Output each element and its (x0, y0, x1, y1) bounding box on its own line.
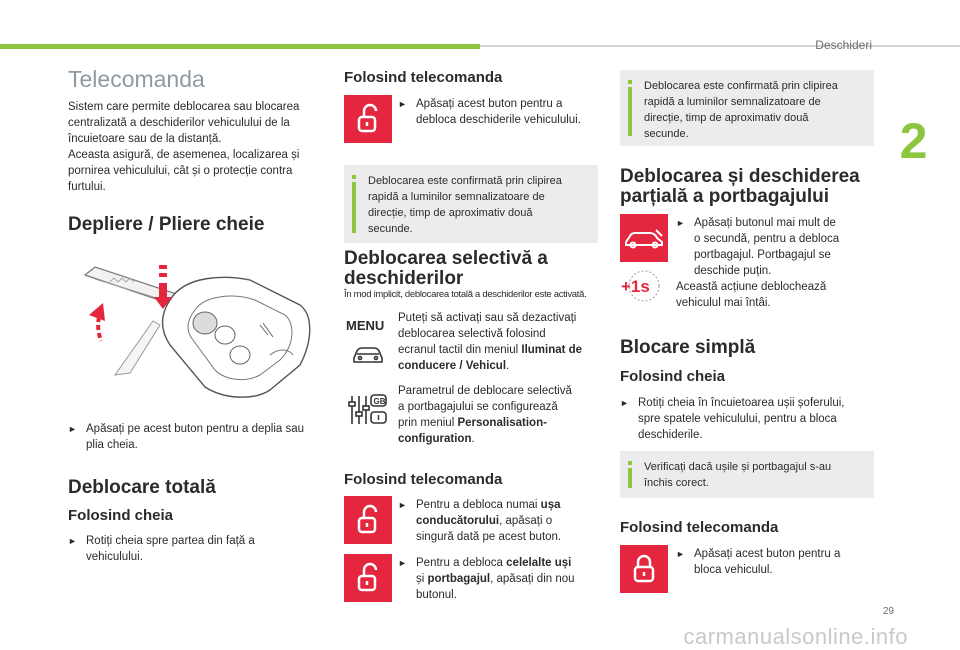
remote-heading: Folosind telecomanda (620, 519, 779, 536)
key-fob-illustration (75, 255, 320, 415)
bullet-bold: conducătorului (416, 515, 500, 527)
intro-line: Aceasta asigură, de asemenea, localizarea și (68, 149, 300, 161)
info-box (620, 451, 874, 498)
bullet-text: Pentru a debloca numai (416, 499, 541, 511)
info-line: secunde. (644, 128, 689, 140)
gb-paragraph (398, 383, 598, 447)
menu-paragraph (398, 310, 598, 374)
fold-heading: Depliere / Pliere cheie (68, 214, 265, 235)
other-doors-bullet (398, 555, 598, 603)
bullet-bold: ușa (540, 499, 561, 511)
bullet-triangle-icon: ► (68, 424, 77, 434)
key-heading: Folosind cheia (68, 507, 174, 524)
paragraph-line: prin meniul (398, 417, 458, 429)
bullet-triangle-icon: ► (398, 500, 407, 510)
menu-path-bold: configuration (398, 433, 472, 445)
divider-line (480, 45, 960, 47)
menu-path-bold: Iluminat de (521, 344, 583, 356)
trunk-heading (620, 167, 860, 207)
bullet-line: Apăsați acest buton pentru a (694, 548, 841, 560)
trunk-open-icon (620, 214, 668, 262)
watermark: carmanualsonline.info (683, 624, 908, 649)
bullet-text: singură dată pe acest buton. (416, 531, 562, 543)
bullet-line: deschide puțin. (694, 265, 772, 277)
key-heading: Folosind cheia (620, 368, 726, 385)
info-line: Verificați dacă ușile și portbagajul s-au (644, 461, 832, 473)
simple-lock-heading: Blocare simplă (620, 337, 756, 358)
bullet-line: bloca vehiculul. (694, 564, 773, 576)
total-unlock-heading: Deblocare totală (68, 477, 216, 498)
paragraph-line: deblocarea selectivă folosind (398, 328, 546, 340)
bullet-text: și (416, 573, 428, 585)
note-line: vehiculul mai întâi. (676, 297, 771, 309)
chapter-number: 2 (899, 113, 928, 169)
settings-sliders-icon (346, 392, 388, 428)
info-box (620, 70, 874, 146)
info-line: închis corect. (644, 477, 709, 489)
remote-heading: Folosind telecomanda (344, 69, 503, 86)
key-fob-body (163, 277, 310, 397)
period: . (471, 433, 475, 445)
info-icon (628, 459, 632, 490)
bullet-triangle-icon: ► (676, 218, 685, 228)
info-line: direcție, timp de aproximativ două (644, 112, 809, 124)
heading-line: parțială a portbagajului (620, 186, 830, 207)
info-line: direcție, timp de aproximativ două (368, 207, 533, 219)
page-number: 29 (882, 606, 894, 617)
bullet-text: , apăsați din nou (490, 573, 575, 585)
bullet-triangle-icon: ► (398, 99, 407, 109)
bullet-line: Rotiți cheia în încuietoarea ușii șoferului, (638, 397, 845, 409)
open-lock-icon (344, 496, 392, 544)
bullet-line: Apăsați pe acest buton pentru a deplia sau (86, 423, 305, 435)
bullet-line: o secundă, pentru a debloca (694, 233, 840, 245)
paragraph-line: Parametrul de deblocare selectivă (398, 385, 572, 397)
bullet-triangle-icon: ► (676, 549, 685, 559)
bullet-line: portbagajul. Portbagajul se (694, 249, 831, 261)
intro-line: furtului. (68, 181, 106, 193)
info-icon (628, 78, 632, 138)
remote-unlock-bullet (398, 96, 598, 128)
bullet-bold: celelalte uși (506, 557, 572, 569)
bullet-text: butonul. (416, 589, 457, 601)
info-line: rapidă a luminilor semnalizatoare de (644, 96, 821, 108)
info-line: secunde. (368, 223, 413, 235)
intro-line: încuietoare sau de la distanță. (68, 133, 222, 145)
bullet-bold: portbagajul (427, 573, 491, 585)
key-lock-bullet (620, 395, 880, 443)
info-line: Deblocarea este confirmată prin clipirea (368, 175, 562, 187)
heading-line: deschiderilor (344, 268, 464, 289)
note-line: Această acțiune deblochează (676, 281, 827, 293)
paragraph-line: Puteți să activați sau să dezactivați (398, 312, 577, 324)
bullet-line: Apăsați acest buton pentru a (416, 98, 563, 110)
intro-line: centralizată a deschiderilor vehiculului de la (68, 117, 290, 129)
open-lock-icon (344, 554, 392, 602)
driver-door-bullet (398, 497, 598, 545)
info-line: Deblocarea este confirmată prin clipirea (644, 80, 838, 92)
selective-subtitle: În mod implicit, deblocarea totală a deschiderilor este activată. (344, 289, 587, 300)
page-title: Telecomanda (68, 66, 205, 92)
bullet-line: debloca deschiderile vehiculului. (416, 114, 581, 126)
heading-line: Deblocarea selectivă a (344, 248, 548, 269)
remote-heading-2: Folosind telecomanda (344, 471, 503, 488)
rotate-arrow (89, 303, 105, 341)
info-line: rapidă a luminilor semnalizatoare de (368, 191, 545, 203)
trunk-note (676, 279, 876, 311)
selective-heading (344, 249, 548, 289)
heading-line: Deblocarea și deschiderea (620, 166, 860, 187)
bullet-line: spre spatele vehiculului, pentru a bloca (638, 413, 837, 425)
car-icon (352, 344, 384, 366)
bullet-line: vehiculului. (86, 551, 143, 563)
bullet-triangle-icon: ► (398, 558, 407, 568)
bullet-line: plia cheia. (86, 439, 138, 451)
remote-lock-bullet (676, 546, 876, 578)
bullet-line: Apăsați butonul mai mult de (694, 217, 836, 229)
trunk-bullet (676, 215, 876, 279)
menu-path-bold: Personalisation- (457, 417, 547, 429)
gb-label: GB (373, 397, 386, 406)
menu-label: MENU (346, 318, 385, 333)
bullet-line: deschiderile. (638, 429, 703, 441)
open-lock-icon (344, 95, 392, 143)
info-icon (352, 173, 356, 235)
bullet-line: Rotiți cheia spre partea din față a (86, 535, 255, 547)
accent-bar (0, 44, 480, 49)
menu-path-bold: conducere / Vehicul (398, 360, 507, 372)
period: . (506, 360, 510, 372)
bullet-triangle-icon: ► (68, 536, 77, 546)
fold-bullet (68, 421, 328, 453)
paragraph-line: ecranul tactil din meniul (398, 344, 522, 356)
bullet-text: Pentru a debloca (416, 557, 507, 569)
paragraph-line: a portbagajului se configurează (398, 401, 558, 413)
section-header: Deschideri (815, 38, 872, 52)
bullet-triangle-icon: ► (620, 398, 629, 408)
intro-line: pornirea vehiculului, cât și o protecție contra (68, 165, 293, 177)
key-bullet (68, 533, 328, 565)
info-box (344, 165, 598, 243)
intro-line: Sistem care permite deblocarea sau blocarea (68, 101, 300, 113)
timer-icon (618, 268, 670, 304)
closed-lock-icon (620, 545, 668, 593)
intro-paragraph (68, 99, 328, 195)
one-second-label: +1s (621, 277, 650, 296)
bullet-text: , apăsați o (499, 515, 553, 527)
